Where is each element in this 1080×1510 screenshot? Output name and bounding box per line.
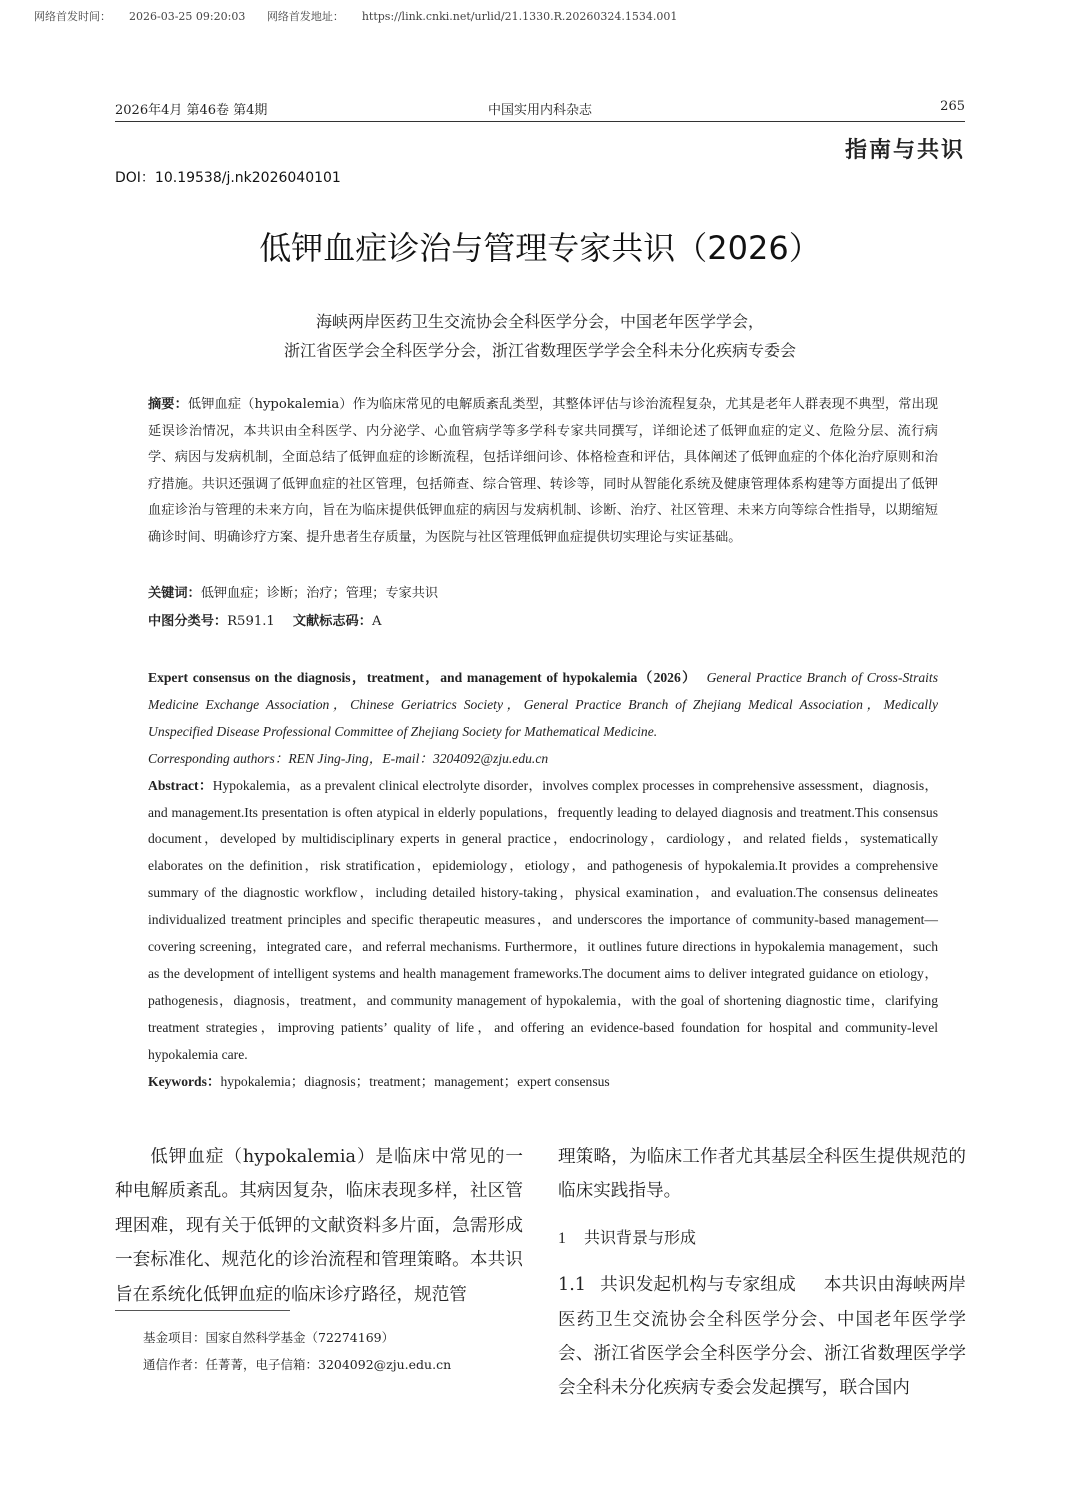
intro-paragraph: 低钾血症（hypokalemia）是临床中常见的一种电解质紊乱。其病因复杂，临床表现多样，社区管理困难，现有关于低钾的文献资料多片面，急需形成一套标准化、规范化的诊治流程和管理策略。本共识旨在系统化低钾血症的临床诊疗路径，规范管 <box>115 1147 523 1305</box>
subsection-title: 共识发起机构与专家组成 <box>599 1275 796 1296</box>
cn-abstract-label: 摘要： <box>148 397 188 412</box>
page-title: 低钾血症诊治与管理专家共识（2026） <box>259 229 821 267</box>
en-corresponding: Corresponding authors：REN Jing-Jing，E-mail：3204092@zju.edu.cn <box>148 750 549 766</box>
fund-footnote: 基金项目：国家自然科学基金（72274169） <box>143 1330 395 1345</box>
en-orgs: General Practice Branch of Cross-Straits Medicine Exchange Association，Chinese Geriatrics Society，General Practice Branch of Zhejiang Medical Association，Medically Unspecified Disease Professional Committee of Zhejiang Society for Mathematical Medicine. <box>148 670 939 739</box>
doc-code: A <box>371 614 382 629</box>
en-title-orgs <box>148 665 938 746</box>
clc-code: R591.1 <box>227 614 275 629</box>
publish-url: 网络首发地址： https://link.cnki.net/urlid/21.1330.R.20260324.1534.001 <box>266 10 678 23</box>
body-left-column <box>115 1140 523 1312</box>
cn-keywords: 关键词：低钾血症；诊断；治疗；管理；专家共识 <box>148 586 439 601</box>
author-affiliations <box>0 307 1080 365</box>
doi[interactable]: DOI：10.19538/j.nk2026040101 <box>115 170 341 186</box>
section-label: 指南与共识 <box>844 137 965 163</box>
intro-paragraph-cont: 理策略，为临床工作者尤其基层全科医生提供规范的临床实践指导。 <box>558 1147 966 1202</box>
authors-line-2: 浙江省医学会全科医学分会，浙江省数理医学学会全科未分化疾病专委会 <box>283 341 796 360</box>
header-divider <box>115 121 965 122</box>
en-title: Expert consensus on the diagnosis，treatment，and management of hypokalemia（2026） <box>148 670 698 685</box>
publish-time: 网络首发时间： 2026-03-25 09:20:03 <box>34 10 246 23</box>
corresponding-footnote: 通信作者：任菁菁，电子信箱：3204092@zju.edu.cn <box>143 1357 452 1372</box>
page-number: 265 <box>940 99 965 114</box>
en-keywords: Keywords：hypokalemia；diagnosis；treatment；management；expert consensus <box>148 1073 610 1089</box>
en-abstract <box>148 665 938 1096</box>
subsection-1-1: 1.1 共识发起机构与专家组成 本共识由海峡两岸医药卫生交流协会全科医学分会、中国老年医学学会、浙江省医学会全科医学分会、浙江省数理医学学会全科未分化疾病专委会发起撰写，联合国内 <box>558 1275 966 1399</box>
issue-info: 2026年4月 第46卷 第4期 <box>115 103 268 118</box>
cn-abstract <box>148 392 938 552</box>
section-heading-1: 1 共识背景与形成 <box>558 1227 697 1247</box>
authors-line-1: 海峡两岸医药卫生交流协会全科医学分会，中国老年医学学会， <box>315 312 764 331</box>
footnote-divider <box>115 1310 290 1311</box>
en-abstract-body: Abstract：Hypokalemia，as a prevalent clinical electrolyte disorder，involves complex processes in comprehensive assessment，diagnosis，and management.Its presentation is often atypical in elderly populations，frequently leading to delayed diagnosis and treatment.This consensus document，developed by multidisciplinary experts in general practice，endocrinology，cardiology，and related fields，systematically elaborates on the definition，risk stratification，epidemiology，etiology，and pathogenesis of hypokalemia.It provides a comprehensive summary of the diagnostic workflow，including detailed history-taking，physical examination，and evaluation.The consensus delineates individualized treatment principles and specific therapeutic measures，and underscores the importance of community-based management—covering screening，integrated care，and referral mechanisms. Furthermore，it outlines future directions in hypokalemia management，such as the development of intelligent systems and health management frameworks.The document aims to deliver integrated guidance on etiology，pathogenesis，diagnosis，treatment，and community management of hypokalemia，with the goal of shortening diagnostic time，clarifying treatment strategies，improving patients’ quality of life，and offering an evidence-based foundation for hospital and community-level hypokalemia care. <box>148 777 938 1062</box>
classification-line: 中图分类号：R591.1 文献标志码：A <box>148 614 382 629</box>
cn-abstract-text: 低钾血症（hypokalemia）作为临床常见的电解质紊乱类型，其整体评估与诊治流程复杂，尤其是老年人群表现不典型，常出现延误诊治情况，本共识由全科医学、内分泌学、心血管病学等多学科专家共同撰写，详细论述了低钾血症的定义、危险分层、流行病学、病因与发病机制，全面总结了低钾血症的诊断流程，包括详细问诊、体格检查和评估，具体阐述了低钾血症的个体化治疗原则和治疗措施。共识还强调了低钾血症的社区管理，包括筛查、综合管理、转诊等，同时从智能化系统及健康管理体系构建等方面提出了低钾血症诊治与管理的未来方向，旨在为临床提供低钾血症的病因与发病机制、诊断、治疗、社区管理、未来方向等综合性指导，以期缩短确诊时间、明确诊疗方案、提升患者生存质量，为医院与社区管理低钾血症提供切实理论与实证基础。 <box>148 397 939 545</box>
body-right-column <box>558 1140 966 1406</box>
journal-name: 中国实用内科杂志 <box>487 103 592 118</box>
online-publish-info <box>34 8 677 24</box>
